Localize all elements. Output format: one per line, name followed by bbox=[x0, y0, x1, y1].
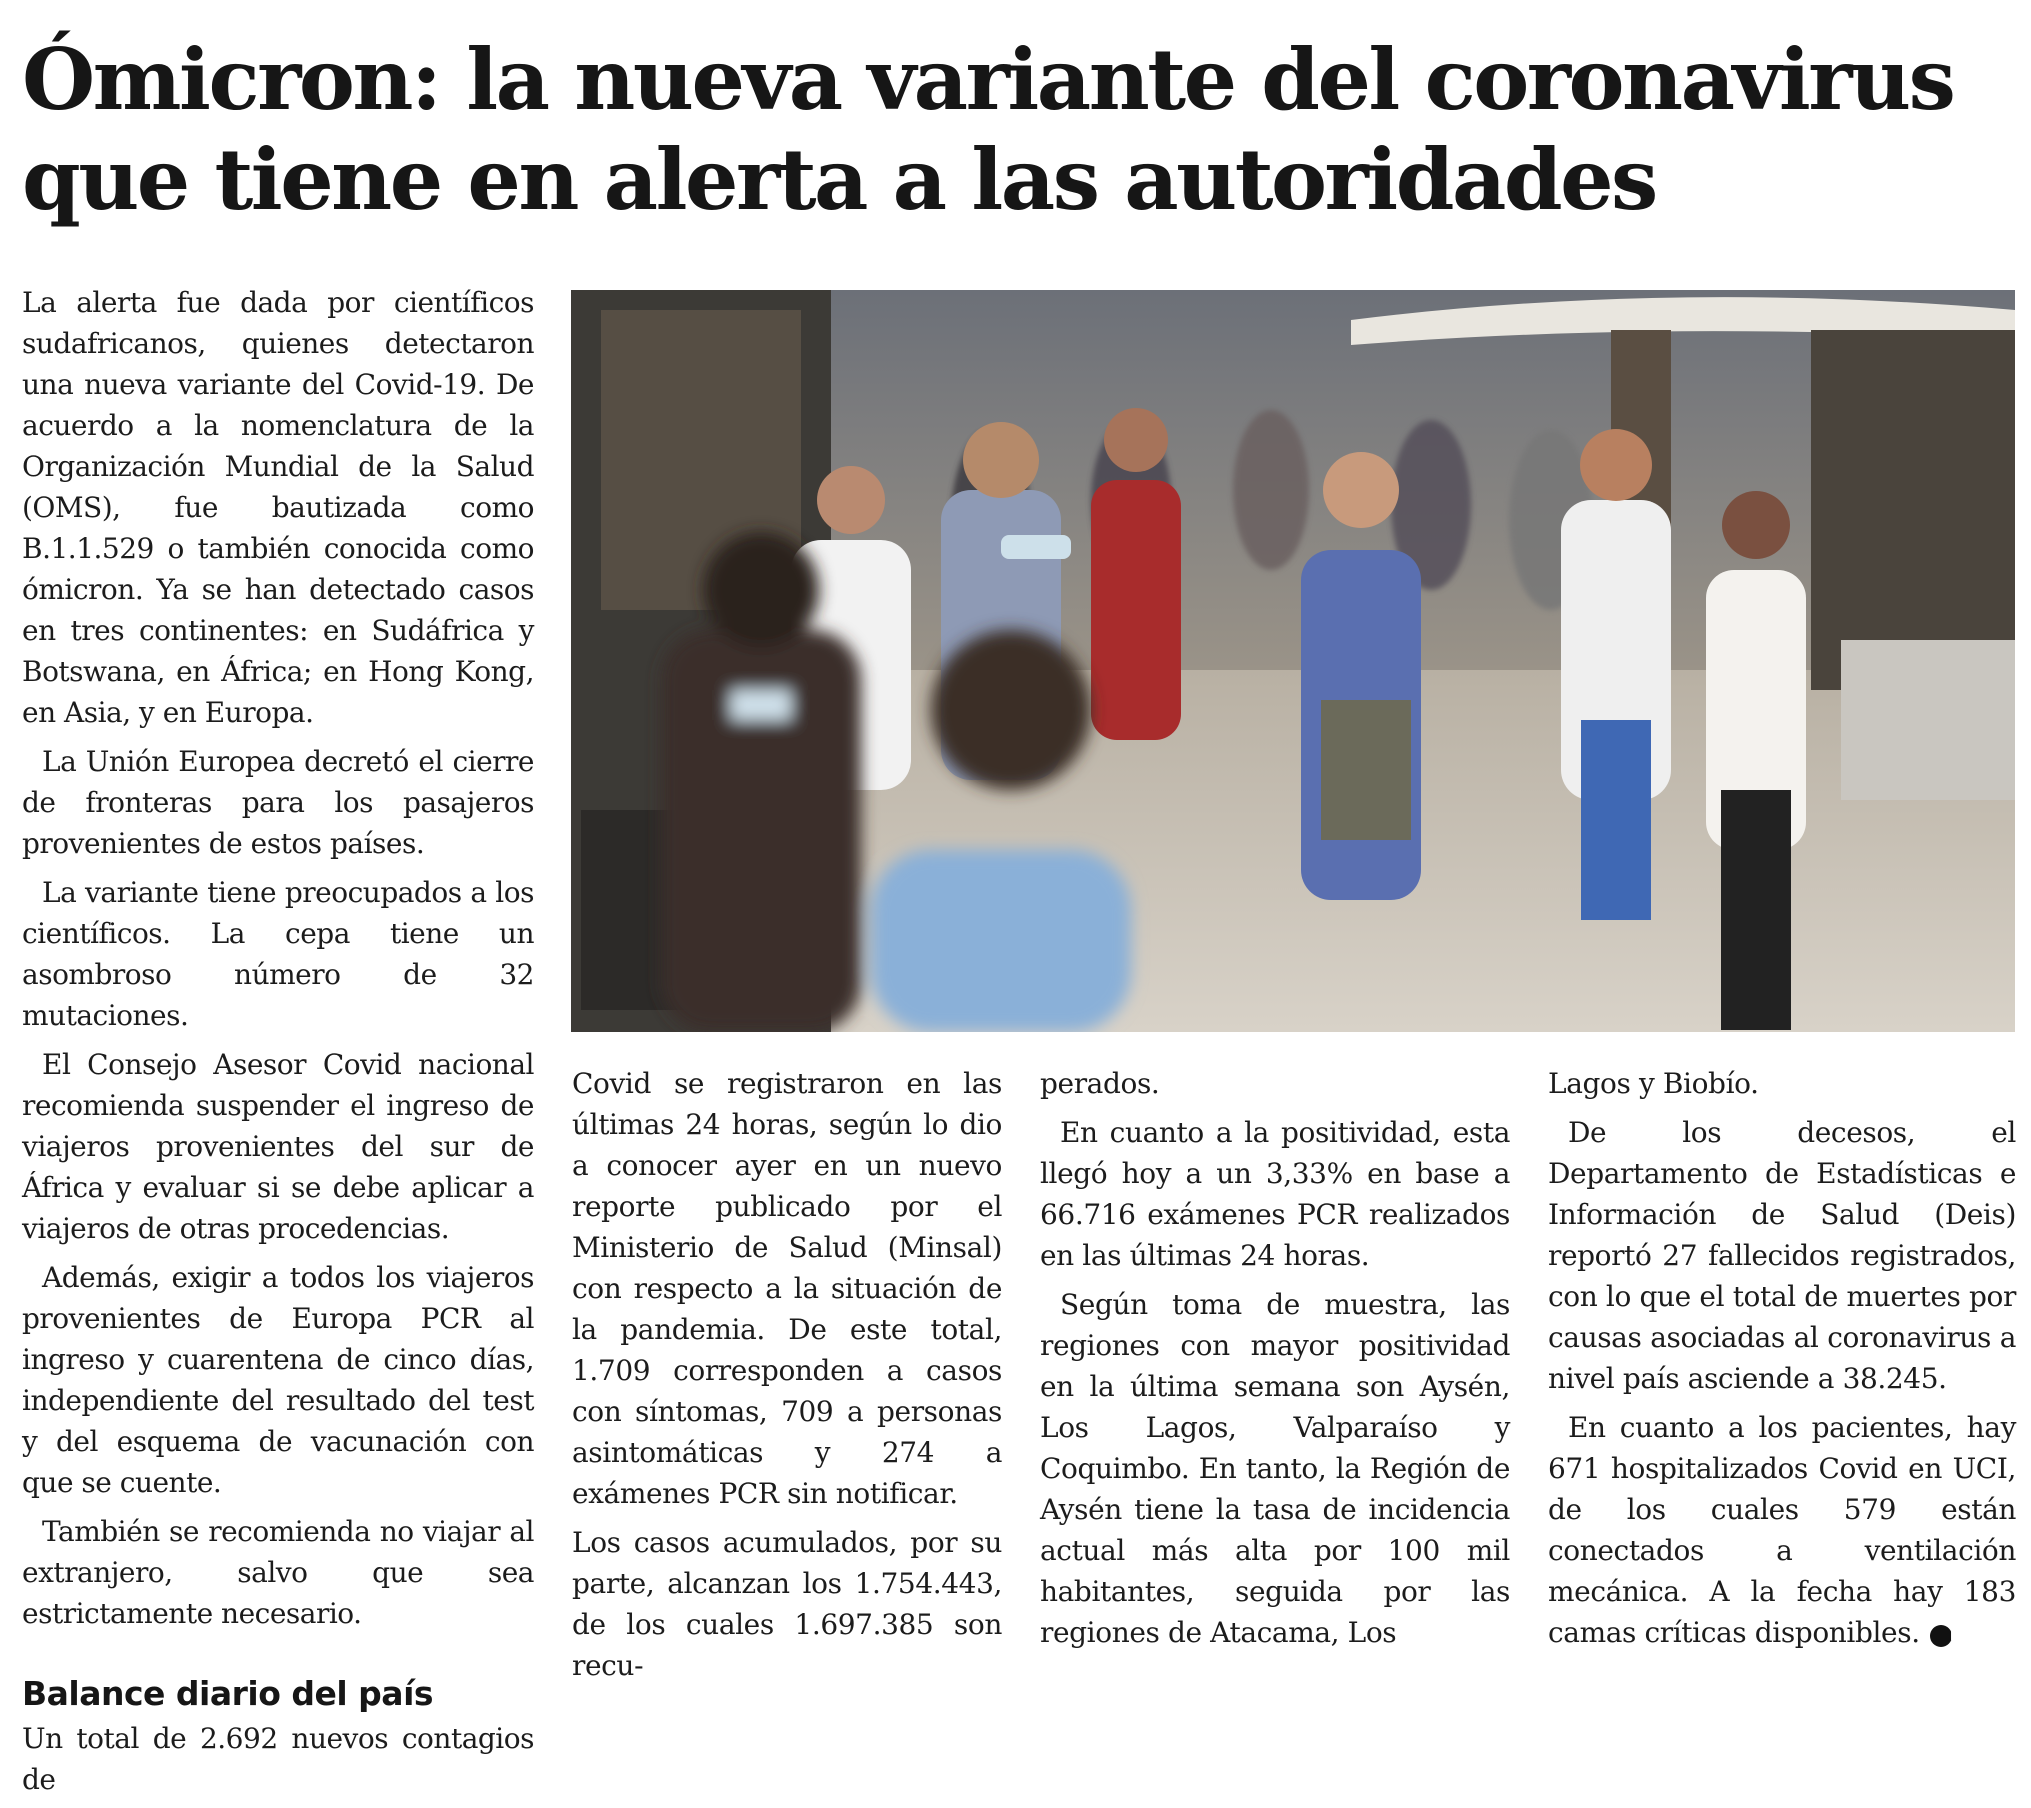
paragraph: El Consejo Asesor Covid nacional recomienda suspender el ingreso de viajeros provenientes del sur de África y evaluar si se debe aplicar a viajeros de otras procedencias. bbox=[22, 1048, 534, 1245]
paragraph: La Unión Europea decretó el cierre de fronteras para los pasajeros provenientes de estos países. bbox=[22, 745, 534, 860]
paragraph: Lagos y Biobío. bbox=[1548, 1067, 1759, 1100]
crowd-street-photo bbox=[571, 290, 2015, 1032]
headline-line-1: Ómicron: la nueva variante del coronavirus bbox=[22, 30, 1954, 129]
paragraph-text: En cuanto a los pacientes, hay 671 hospitalizados Covid en UCI, de los cuales 579 están conectados a ventilación mecánica. A la fecha hay 183 camas críticas disponibles. bbox=[1548, 1411, 2016, 1649]
headline-line-2: que tiene en alerta a las autoridades bbox=[22, 130, 1656, 229]
article-column-1 bbox=[22, 282, 534, 1808]
paragraph: Covid se registraron en las últimas 24 horas, según lo dio a conocer ayer en un nuevo reporte publicado por el Ministerio de Salud (Minsal) con respecto a la situación de la pandemia. De este total, 1.709 corresponden a casos con síntomas, 709 a personas asintomáticas y 274 a exámenes PCR sin notificar. bbox=[572, 1067, 1002, 1510]
paragraph: De los decesos, el Departamento de Estadísticas e Información de Salud (Deis) reportó 27 fallecidos registrados, con lo que el total de muertes por causas asociadas al coronavirus a nivel país asciende a 38.245. bbox=[1548, 1116, 2016, 1395]
paragraph: perados. bbox=[1040, 1067, 1160, 1100]
paragraph: La variante tiene preocupados a los científicos. La cepa tiene un asombroso número de 32 mutaciones. bbox=[22, 876, 534, 1032]
paragraph: También se recomienda no viajar al extranjero, salvo que sea estrictamente necesario. bbox=[22, 1515, 534, 1630]
paragraph: En cuanto a la positividad, esta llegó hoy a un 3,33% en base a 66.716 exámenes PCR realizados en las últimas 24 horas. bbox=[1040, 1116, 1510, 1272]
article-column-4 bbox=[1548, 1063, 2016, 1661]
article-column-2 bbox=[572, 1063, 1002, 1694]
section-subheading: Balance diario del país bbox=[22, 1674, 434, 1713]
paragraph bbox=[1548, 1407, 2016, 1653]
end-of-article-mark-icon: D bbox=[1930, 1625, 1952, 1647]
article-column-3 bbox=[1040, 1063, 1510, 1661]
paragraph: Los casos acumulados, por su parte, alcanzan los 1.754.443, de los cuales 1.697.385 son recu- bbox=[572, 1526, 1002, 1682]
paragraph: La alerta fue dada por científicos sudafricanos, quienes detectaron una nueva variante del Covid-19. De acuerdo a la nomenclatura de la Organización Mundial de la Salud (OMS), fue bautizada como B.1.1.529 o también conocida como ómicron. Ya se han detectado casos en tres continentes: en Sudáfrica y Botswana, en África; en Hong Kong, en Asia, y en Europa. bbox=[22, 286, 534, 729]
paragraph: Según toma de muestra, las regiones con mayor positividad en la última semana son Aysén, Los Lagos, Valparaíso y Coquimbo. En tanto, la Región de Aysén tiene la tasa de incidencia actual más alta por 100 mil habitantes, seguida por las regiones de Atacama, Los bbox=[1040, 1288, 1510, 1649]
headline bbox=[22, 30, 2012, 230]
paragraph: Además, exigir a todos los viajeros provenientes de Europa PCR al ingreso y cuarentena de cinco días, independiente del resultado del test y del esquema de vacunación con que se cuente. bbox=[22, 1261, 534, 1499]
paragraph: Un total de 2.692 nuevos contagios de bbox=[22, 1722, 534, 1796]
